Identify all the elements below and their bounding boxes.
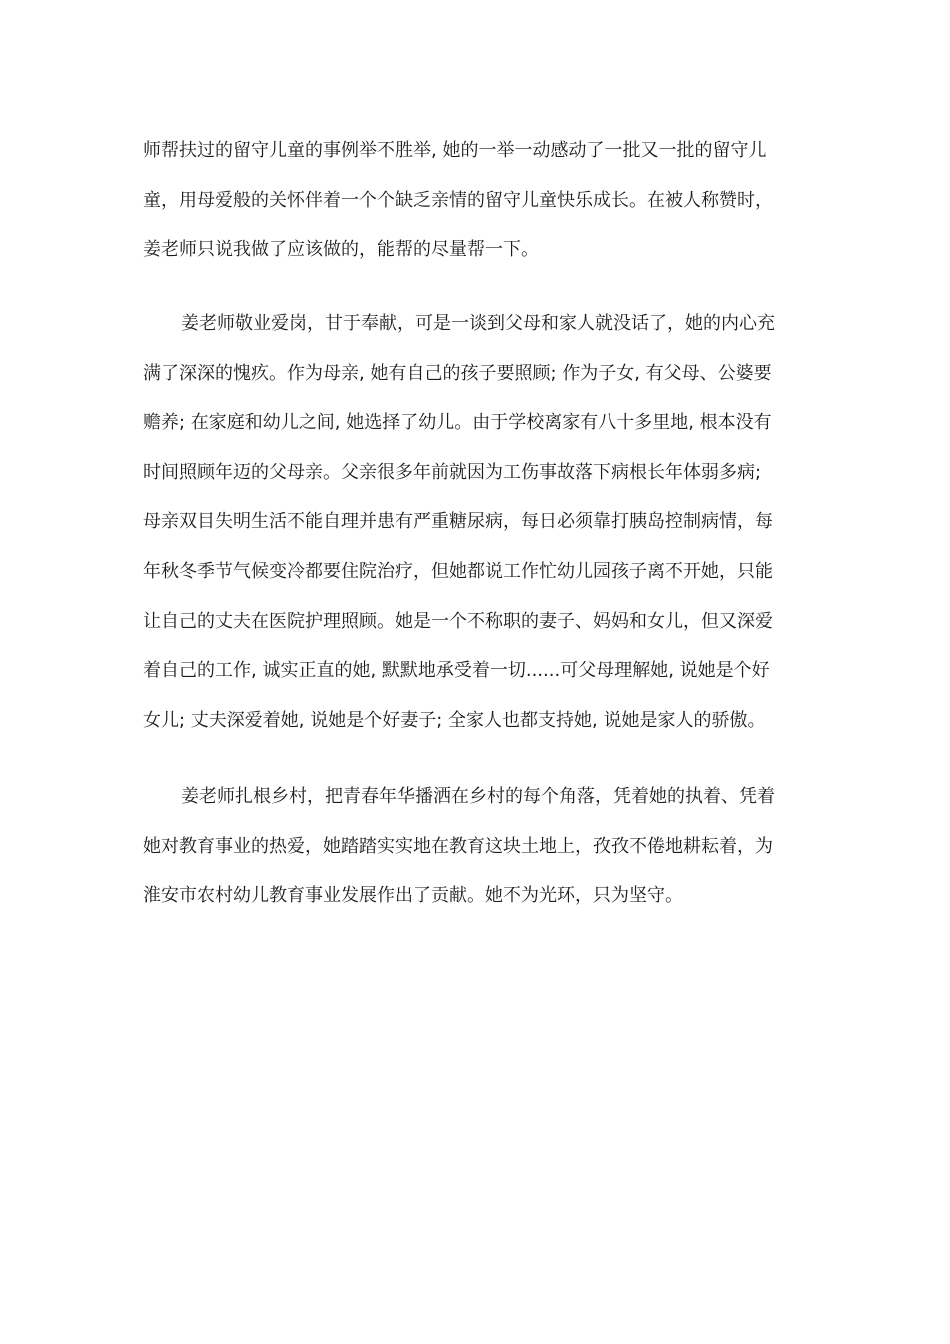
paragraph-2 — [143, 299, 823, 745]
paragraph-3 — [143, 772, 823, 921]
paragraph-line: 姜老师敬业爱岗，甘于奉献，可是一谈到父母和家人就没话了，她的内心充 — [181, 313, 775, 334]
paragraph-line: 她对教育事业的热爱，她踏踏实实地在教育这块土地上，孜孜不倦地耕耘着，为 — [143, 835, 773, 857]
paragraph-line: 姜老师只说我做了应该做的，能帮的尽量帮一下。 — [143, 239, 539, 261]
paragraph-line: 着自己的工作, 诚实正直的她, 默默地承受着一切......可父母理解她, 说她是个好 — [143, 660, 770, 682]
paragraph-line: 淮安市农村幼儿教育事业发展作出了贡献。她不为光环，只为坚守。 — [143, 885, 683, 907]
paragraph-line: 女儿; 丈夫深爱着她, 说她是个好妻子; 全家人也都支持她, 说她是家人的骄傲。 — [143, 709, 766, 731]
paragraph-1 — [143, 126, 823, 275]
paragraph-line: 赡养; 在家庭和幼儿之间, 她选择了幼儿。由于学校离家有八十多里地, 根本没有 — [143, 412, 772, 434]
paragraph-line: 年秋冬季节气候变冷都要住院治疗，但她都说工作忙幼儿园孩子离不开她，只能 — [143, 560, 773, 582]
paragraph-line: 时间照顾年迈的父母亲。父亲很多年前就因为工伤事故落下病根长年体弱多病; — [143, 461, 762, 483]
paragraph-line: 母亲双目失明生活不能自理并患有严重糖尿病，每日必须靠打胰岛控制病情，每 — [143, 511, 773, 533]
paragraph-line: 姜老师扎根乡村，把青春年华播洒在乡村的每个角落，凭着她的执着、凭着 — [181, 786, 775, 807]
paragraph-line: 童，用母爱般的关怀伴着一个个缺乏亲情的留守儿童快乐成长。在被人称赞时， — [143, 189, 773, 211]
paragraph-line: 满了深深的愧疚。作为母亲, 她有自己的孩子要照顾; 作为子女, 有父母、公婆要 — [143, 362, 772, 384]
paragraph-line: 让自己的丈夫在医院护理照顾。她是一个不称职的妻子、妈妈和女儿，但又深爱 — [143, 610, 773, 632]
paragraph-line: 师帮扶过的留守儿童的事例举不胜举, 她的一举一动感动了一批又一批的留守儿 — [143, 140, 767, 161]
